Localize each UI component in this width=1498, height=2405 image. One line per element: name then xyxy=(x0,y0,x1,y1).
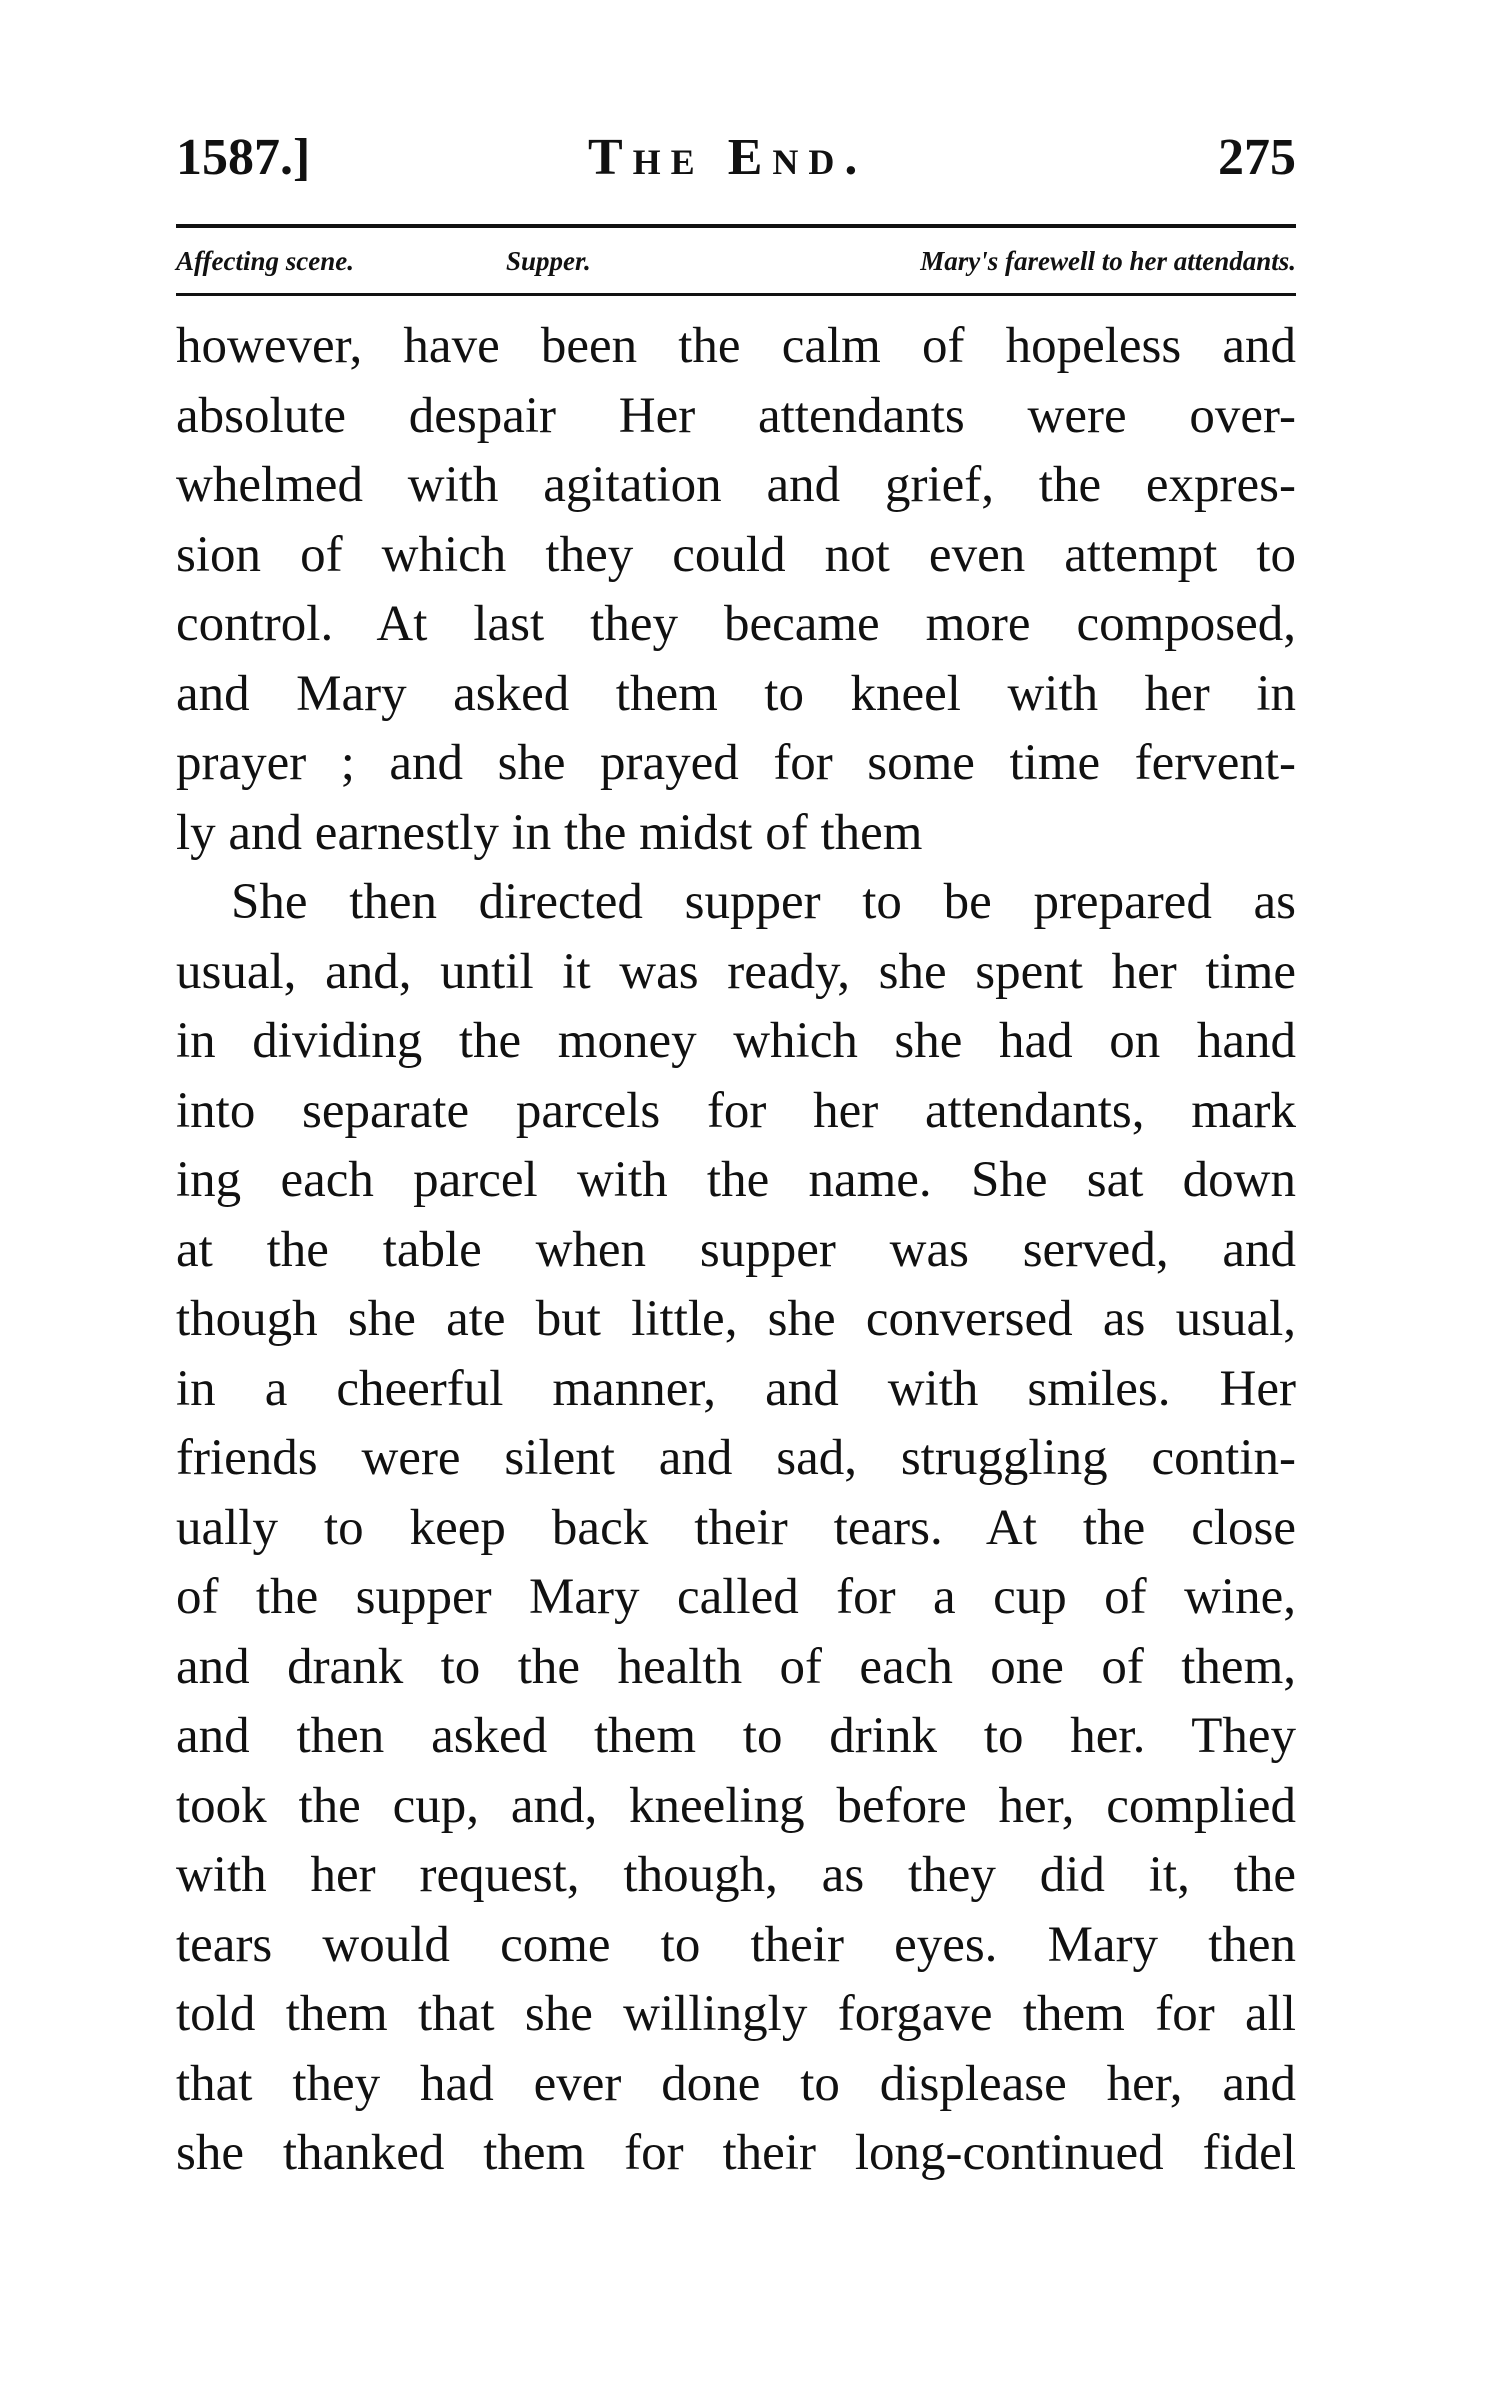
topic-affecting-scene: Affecting scene. xyxy=(176,246,354,276)
text-line: of the supper Mary called for a cup of wine, xyxy=(176,1569,1296,1625)
topic-summary xyxy=(176,238,1296,286)
text-line: friends were silent and sad, struggling contin- xyxy=(176,1430,1296,1486)
running-head xyxy=(176,128,1296,198)
text-line: in dividing the money which she had on hand xyxy=(176,1013,1296,1069)
text-line: usual, and, until it was ready, she spent her time xyxy=(176,943,1296,1000)
text-line: into separate parcels for her attendants, mark xyxy=(176,1082,1296,1139)
text-line: in a cheerful manner, and with smiles. Her xyxy=(176,1360,1296,1417)
text-line: though she ate but little, she conversed as usual, xyxy=(176,1291,1296,1347)
text-line: tears would come to their eyes. Mary then xyxy=(176,1916,1296,1973)
text-line: with her request, though, as they did it, the xyxy=(176,1847,1296,1903)
text-line: ing each parcel with the name. She sat down xyxy=(176,1152,1296,1208)
text-line: however, have been the calm of hopeless and xyxy=(176,318,1296,374)
header-rule-top xyxy=(176,224,1296,228)
text-line: ually to keep back their tears. At the close xyxy=(176,1499,1296,1556)
text-line: and Mary asked them to kneel with her in xyxy=(176,665,1296,722)
topic-marys-farewell: Mary's farewell to her attendants. xyxy=(920,246,1296,276)
header-rule-bottom xyxy=(176,293,1296,296)
text-line: She then directed supper to be prepared as xyxy=(231,874,1296,930)
text-line: absolute despair Her attendants were over- xyxy=(176,387,1296,444)
body-text xyxy=(176,312,1296,2189)
text-line: and drank to the health of each one of them, xyxy=(176,1638,1296,1695)
text-line: prayer ; and she prayed for some time fervent- xyxy=(176,735,1296,791)
paragraph-1 xyxy=(176,312,1296,868)
text-line: at the table when supper was served, and xyxy=(176,1221,1296,1278)
text-line: she thanked them for their long-continued fidel xyxy=(176,2125,1296,2181)
text-line: that they had ever done to displease her, and xyxy=(176,2055,1296,2112)
text-line: sion of which they could not even attempt to xyxy=(176,526,1296,583)
text-line: ly and earnestly in the midst of them xyxy=(176,804,923,861)
header-year: 1587.] xyxy=(176,129,311,186)
text-line: told them that she willingly forgave them for all xyxy=(176,1986,1296,2042)
text-line: whelmed with agitation and grief, the expres- xyxy=(176,457,1296,513)
text-line: control. At last they became more composed, xyxy=(176,596,1296,652)
text-line: and then asked them to drink to her. They xyxy=(176,1708,1296,1764)
page-number: 275 xyxy=(1218,129,1296,186)
topic-supper: Supper. xyxy=(506,246,591,276)
text-line: took the cup, and, kneeling before her, complied xyxy=(176,1777,1296,1834)
paragraph-2 xyxy=(176,868,1296,2189)
chapter-title: The End. xyxy=(588,129,868,186)
